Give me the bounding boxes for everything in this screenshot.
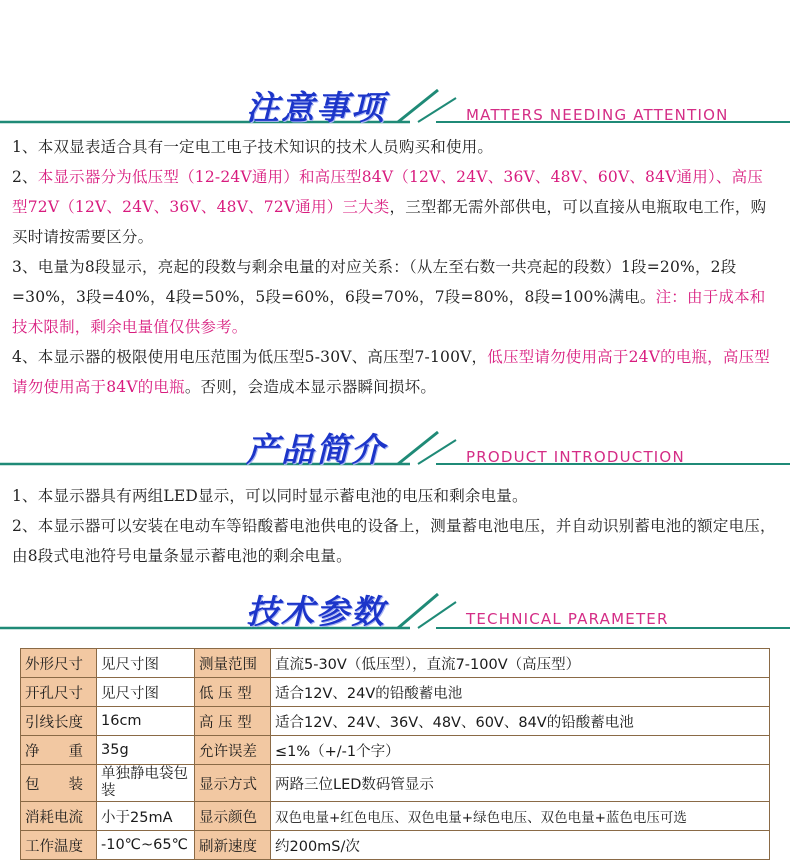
attention-item-3-note: 注：由于成本和技术限制，剩余电量值仅供参考。 [12,288,766,336]
section-subtitle-intro: PRODUCT INTRODUCTION [466,448,685,466]
attention-item-4-warning: 低压型请勿使用高于24V的电瓶，高压型请勿使用高于84V的电瓶 [12,348,770,396]
table-row [21,678,770,707]
attention-item-2-index: 2、 [12,168,38,186]
spec-label: 包 装 [21,765,97,802]
spec-label: 测量范围 [195,649,271,678]
intro-text [12,481,778,571]
spec-label: 外形尺寸 [21,649,97,678]
spec-value: 适合12V、24V的铅酸蓄电池 [271,678,770,707]
attention-item-2-rest: ，三型都无需外部供电，可以直接从电瓶取电工作，购买时请按需要区分。 [12,198,767,246]
spec-label: 允许误差 [195,736,271,765]
spec-label: 低 压 型 [195,678,271,707]
spec-label: 消耗电流 [21,802,97,831]
spec-label: 显示颜色 [195,802,271,831]
spec-table [20,648,770,860]
section-title-spec: 技术参数 [246,592,386,631]
attention-item-1: 1、本双显表适合具有一定电工电子技术知识的技术人员购买和使用。 [12,138,494,156]
spec-value: -10℃~65℃ [97,831,195,860]
attention-item-2-highlight: 本显示器分为低压型（12-24V通用）和高压型84V（12V、24V、36V、48V、60V、84V通用）、高压型72V（12V、24V、36V、48V、72V通用）三大类 [12,168,764,216]
attention-item-3-text: 3、电量为8段显示，亮起的段数与剩余电量的对应关系：（从左至右数一共亮起的段数）1段=20%，2段=30%，3段=40%，4段=50%，5段=60%，6段=70%，7段=80%，8段=100%满电。 [12,258,737,306]
spec-value: 单独静电袋包装 [97,765,195,802]
attention-item-2 [12,162,778,252]
spec-label: 高 压 型 [195,707,271,736]
section-title-intro: 产品简介 [246,430,386,469]
table-row [21,736,770,765]
section-subtitle-attention: MATTERS NEEDING ATTENTION [466,106,729,124]
spec-value: 双色电量+红色电压、双色电量+绿色电压、双色电量+蓝色电压可选 [271,802,770,831]
table-row [21,802,770,831]
spec-label: 刷新速度 [195,831,271,860]
attention-item-4-text: 4、本显示器的极限使用电压范围为低压型5-30V、高压型7-100V， [12,348,488,366]
spec-value: ≤1%（+/-1个字） [271,736,770,765]
spec-value: 16cm [97,707,195,736]
spec-value: 见尺寸图 [97,678,195,707]
table-row [21,831,770,860]
spec-label: 引线长度 [21,707,97,736]
section-title-attention: 注意事项 [246,88,386,127]
table-row [21,707,770,736]
header-decoration-spec [0,582,790,652]
attention-item-4 [12,342,778,402]
section-header-spec [0,582,790,652]
spec-label: 工作温度 [21,831,97,860]
attention-item-3 [12,252,778,342]
spec-value: 适合12V、24V、36V、48V、60V、84V的铅酸蓄电池 [271,707,770,736]
spec-label: 显示方式 [195,765,271,802]
spec-value: 直流5-30V（低压型），直流7-100V（高压型） [271,649,770,678]
section-header-intro [0,420,790,490]
spec-value: 小于25mA [97,802,195,831]
spec-value: 两路三位LED数码管显示 [271,765,770,802]
spec-value: 35g [97,736,195,765]
spec-value: 见尺寸图 [97,649,195,678]
spec-label: 开孔尺寸 [21,678,97,707]
attention-text [12,132,778,402]
spec-label: 净 重 [21,736,97,765]
section-subtitle-spec: TECHNICAL PARAMETER [466,610,669,628]
intro-item-2: 2、本显示器可以安装在电动车等铅酸蓄电池供电的设备上，测量蓄电池电压，并自动识别蓄电池的额定电压，由8段式电池符号电量条显示蓄电池的剩余电量。 [12,517,776,565]
spec-value: 约200mS/次 [271,831,770,860]
table-row [21,765,770,802]
intro-item-1: 1、本显示器具有两组LED显示，可以同时显示蓄电池的电压和剩余电量。 [12,487,528,505]
table-row [21,649,770,678]
attention-item-4-rest: 。否则，会造成本显示器瞬间损坏。 [184,378,437,396]
